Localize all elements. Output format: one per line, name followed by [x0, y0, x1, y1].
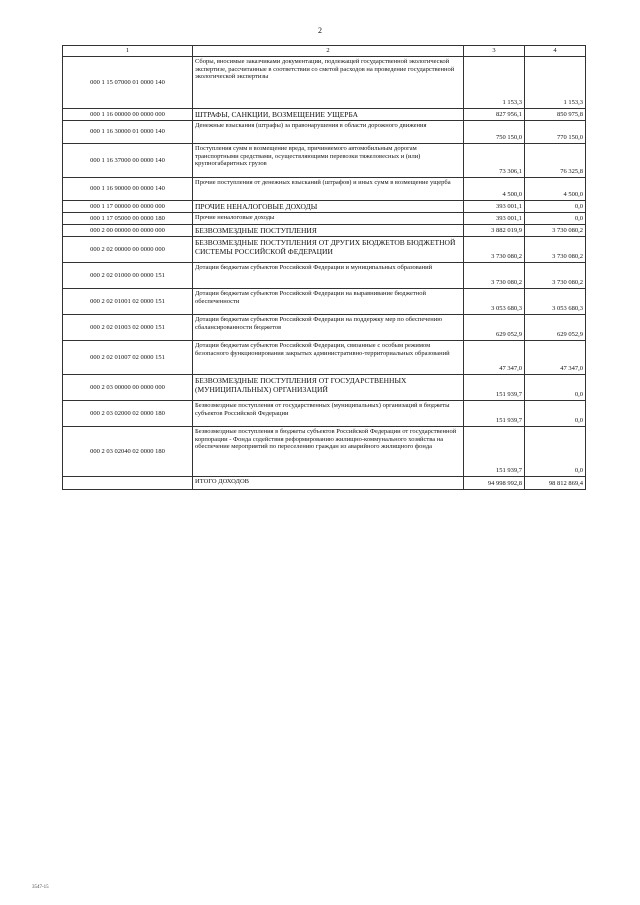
row-value-col4: 4 500,0 — [525, 177, 586, 200]
row-value-col3: 3 882 019,9 — [464, 224, 525, 236]
row-name: Дотации бюджетам субъектов Российской Федерации на выравнивание бюджетной обеспеченности — [193, 288, 464, 314]
row-value-col4: 0,0 — [525, 400, 586, 426]
table-row — [63, 212, 586, 224]
page-number: 2 — [318, 26, 322, 35]
row-name: Денежные взыскания (штрафы) за правонарушения в области дорожного движения — [193, 120, 464, 143]
table-row — [63, 426, 586, 476]
row-code: 000 2 02 01000 00 0000 151 — [63, 262, 193, 288]
row-name: Дотации бюджетам субъектов Российской Федерации, связанные с особым режимом безопасного функционирования закрытых административно-территориальных образований — [193, 340, 464, 374]
row-value-col3: 393 001,1 — [464, 200, 525, 212]
row-code: 000 1 16 30000 01 0000 140 — [63, 120, 193, 143]
row-name: Прочие поступления от денежных взысканий (штрафов) и иных сумм в возмещение ущерба — [193, 177, 464, 200]
row-code: 000 1 15 07000 01 0000 140 — [63, 56, 193, 108]
table-row — [63, 108, 586, 120]
row-value-col3: 47 347,0 — [464, 340, 525, 374]
row-code: 000 2 02 01003 02 0000 151 — [63, 314, 193, 340]
row-value-col3: 151 939,7 — [464, 426, 525, 476]
row-name: Безвозмездные поступления от государственных (муниципальных) организаций в бюджеты субъектов Российской Федерации — [193, 400, 464, 426]
table-row — [63, 224, 586, 236]
table-row — [63, 288, 586, 314]
row-value-col4: 629 052,9 — [525, 314, 586, 340]
row-value-col4: 1 153,3 — [525, 56, 586, 108]
row-value-col4: 3 730 080,2 — [525, 236, 586, 262]
table-row — [63, 177, 586, 200]
table-row — [63, 400, 586, 426]
row-name: БЕЗВОЗМЕЗДНЫЕ ПОСТУПЛЕНИЯ ОТ ГОСУДАРСТВЕННЫХ (МУНИЦИПАЛЬНЫХ) ОРГАНИЗАЦИЙ — [193, 374, 464, 400]
row-code: 000 2 03 02040 02 0000 180 — [63, 426, 193, 476]
row-code: 000 2 00 00000 00 0000 000 — [63, 224, 193, 236]
row-value-col3: 4 500,0 — [464, 177, 525, 200]
table-row — [63, 476, 586, 489]
table-row — [63, 143, 586, 177]
row-code: 000 2 02 01007 02 0000 151 — [63, 340, 193, 374]
row-value-col3: 1 153,3 — [464, 56, 525, 108]
row-value-col4: 770 150,0 — [525, 120, 586, 143]
column-header-4: 4 — [525, 46, 586, 57]
row-code — [63, 476, 193, 489]
row-name: Дотации бюджетам субъектов Российской Федерации на поддержку мер по обеспечению сбалансированности бюджетов — [193, 314, 464, 340]
row-value-col4: 0,0 — [525, 212, 586, 224]
row-value-col3: 827 956,1 — [464, 108, 525, 120]
row-code: 000 2 03 02000 02 0000 180 — [63, 400, 193, 426]
row-code: 000 1 17 00000 00 0000 000 — [63, 200, 193, 212]
row-value-col4: 47 347,0 — [525, 340, 586, 374]
row-value-col3: 73 306,1 — [464, 143, 525, 177]
row-name: БЕЗВОЗМЕЗДНЫЕ ПОСТУПЛЕНИЯ ОТ ДРУГИХ БЮДЖЕТОВ БЮДЖЕТНОЙ СИСТЕМЫ РОССИЙСКОЙ ФЕДЕРАЦИИ — [193, 236, 464, 262]
row-name: Прочие неналоговые доходы — [193, 212, 464, 224]
row-value-col3: 3 730 080,2 — [464, 262, 525, 288]
table-body — [63, 46, 586, 490]
row-value-col4: 0,0 — [525, 200, 586, 212]
row-value-col4: 98 812 869,4 — [525, 476, 586, 489]
row-code: 000 2 02 01001 02 0000 151 — [63, 288, 193, 314]
row-value-col4: 3 730 080,2 — [525, 262, 586, 288]
row-value-col4: 850 975,8 — [525, 108, 586, 120]
row-value-col4: 0,0 — [525, 374, 586, 400]
row-name: Дотации бюджетам субъектов Российской Федерации и муниципальных образований — [193, 262, 464, 288]
table-row — [63, 314, 586, 340]
table-header-row — [63, 46, 586, 57]
row-value-col3: 94 998 992,8 — [464, 476, 525, 489]
row-code: 000 1 16 00000 00 0000 000 — [63, 108, 193, 120]
row-value-col4: 76 325,8 — [525, 143, 586, 177]
row-name: ИТОГО ДОХОДОВ — [193, 476, 464, 489]
row-value-col3: 629 052,9 — [464, 314, 525, 340]
row-value-col4: 3 053 680,3 — [525, 288, 586, 314]
table-row — [63, 374, 586, 400]
row-value-col3: 750 150,0 — [464, 120, 525, 143]
table-row — [63, 340, 586, 374]
table-row — [63, 236, 586, 262]
footer-note: 3547-15 — [32, 885, 49, 890]
row-value-col4: 3 730 080,2 — [525, 224, 586, 236]
table-row — [63, 120, 586, 143]
table-row — [63, 200, 586, 212]
row-code: 000 2 03 00000 00 0000 000 — [63, 374, 193, 400]
row-name: Безвозмездные поступления в бюджеты субъектов Российской Федерации от государственной корпорации - Фонда содействия реформированию жилищно-коммунального хозяйства на обеспечение мероприятий по переселению граждан из аварийного жилищного фонда — [193, 426, 464, 476]
row-value-col3: 3 730 080,2 — [464, 236, 525, 262]
row-name: ШТРАФЫ, САНКЦИИ, ВОЗМЕЩЕНИЕ УЩЕРБА — [193, 108, 464, 120]
row-code: 000 1 16 90000 00 0000 140 — [63, 177, 193, 200]
revenue-table — [62, 45, 586, 490]
row-code: 000 1 17 05000 00 0000 180 — [63, 212, 193, 224]
column-header-1: 1 — [63, 46, 193, 57]
row-value-col3: 3 053 680,3 — [464, 288, 525, 314]
row-name: Сборы, вносимые заказчиками документации, подлежащей государственной экологической экспертизе, рассчитанные в соответствии со сметой расходов на проведение государственной экологической экспертизы — [193, 56, 464, 108]
row-name: Поступления сумм в возмещение вреда, причиняемого автомобильным дорогам транспортными средствами, осуществляющими перевозки тяжеловесных и (или) крупногабаритных грузов — [193, 143, 464, 177]
table-row — [63, 56, 586, 108]
row-value-col3: 151 939,7 — [464, 400, 525, 426]
row-value-col4: 0,0 — [525, 426, 586, 476]
column-header-3: 3 — [464, 46, 525, 57]
row-name: ПРОЧИЕ НЕНАЛОГОВЫЕ ДОХОДЫ — [193, 200, 464, 212]
row-code: 000 1 16 37000 00 0000 140 — [63, 143, 193, 177]
row-value-col3: 151 939,7 — [464, 374, 525, 400]
row-code: 000 2 02 00000 00 0000 000 — [63, 236, 193, 262]
table-row — [63, 262, 586, 288]
row-value-col3: 393 001,1 — [464, 212, 525, 224]
row-name: БЕЗВОЗМЕЗДНЫЕ ПОСТУПЛЕНИЯ — [193, 224, 464, 236]
column-header-2: 2 — [193, 46, 464, 57]
